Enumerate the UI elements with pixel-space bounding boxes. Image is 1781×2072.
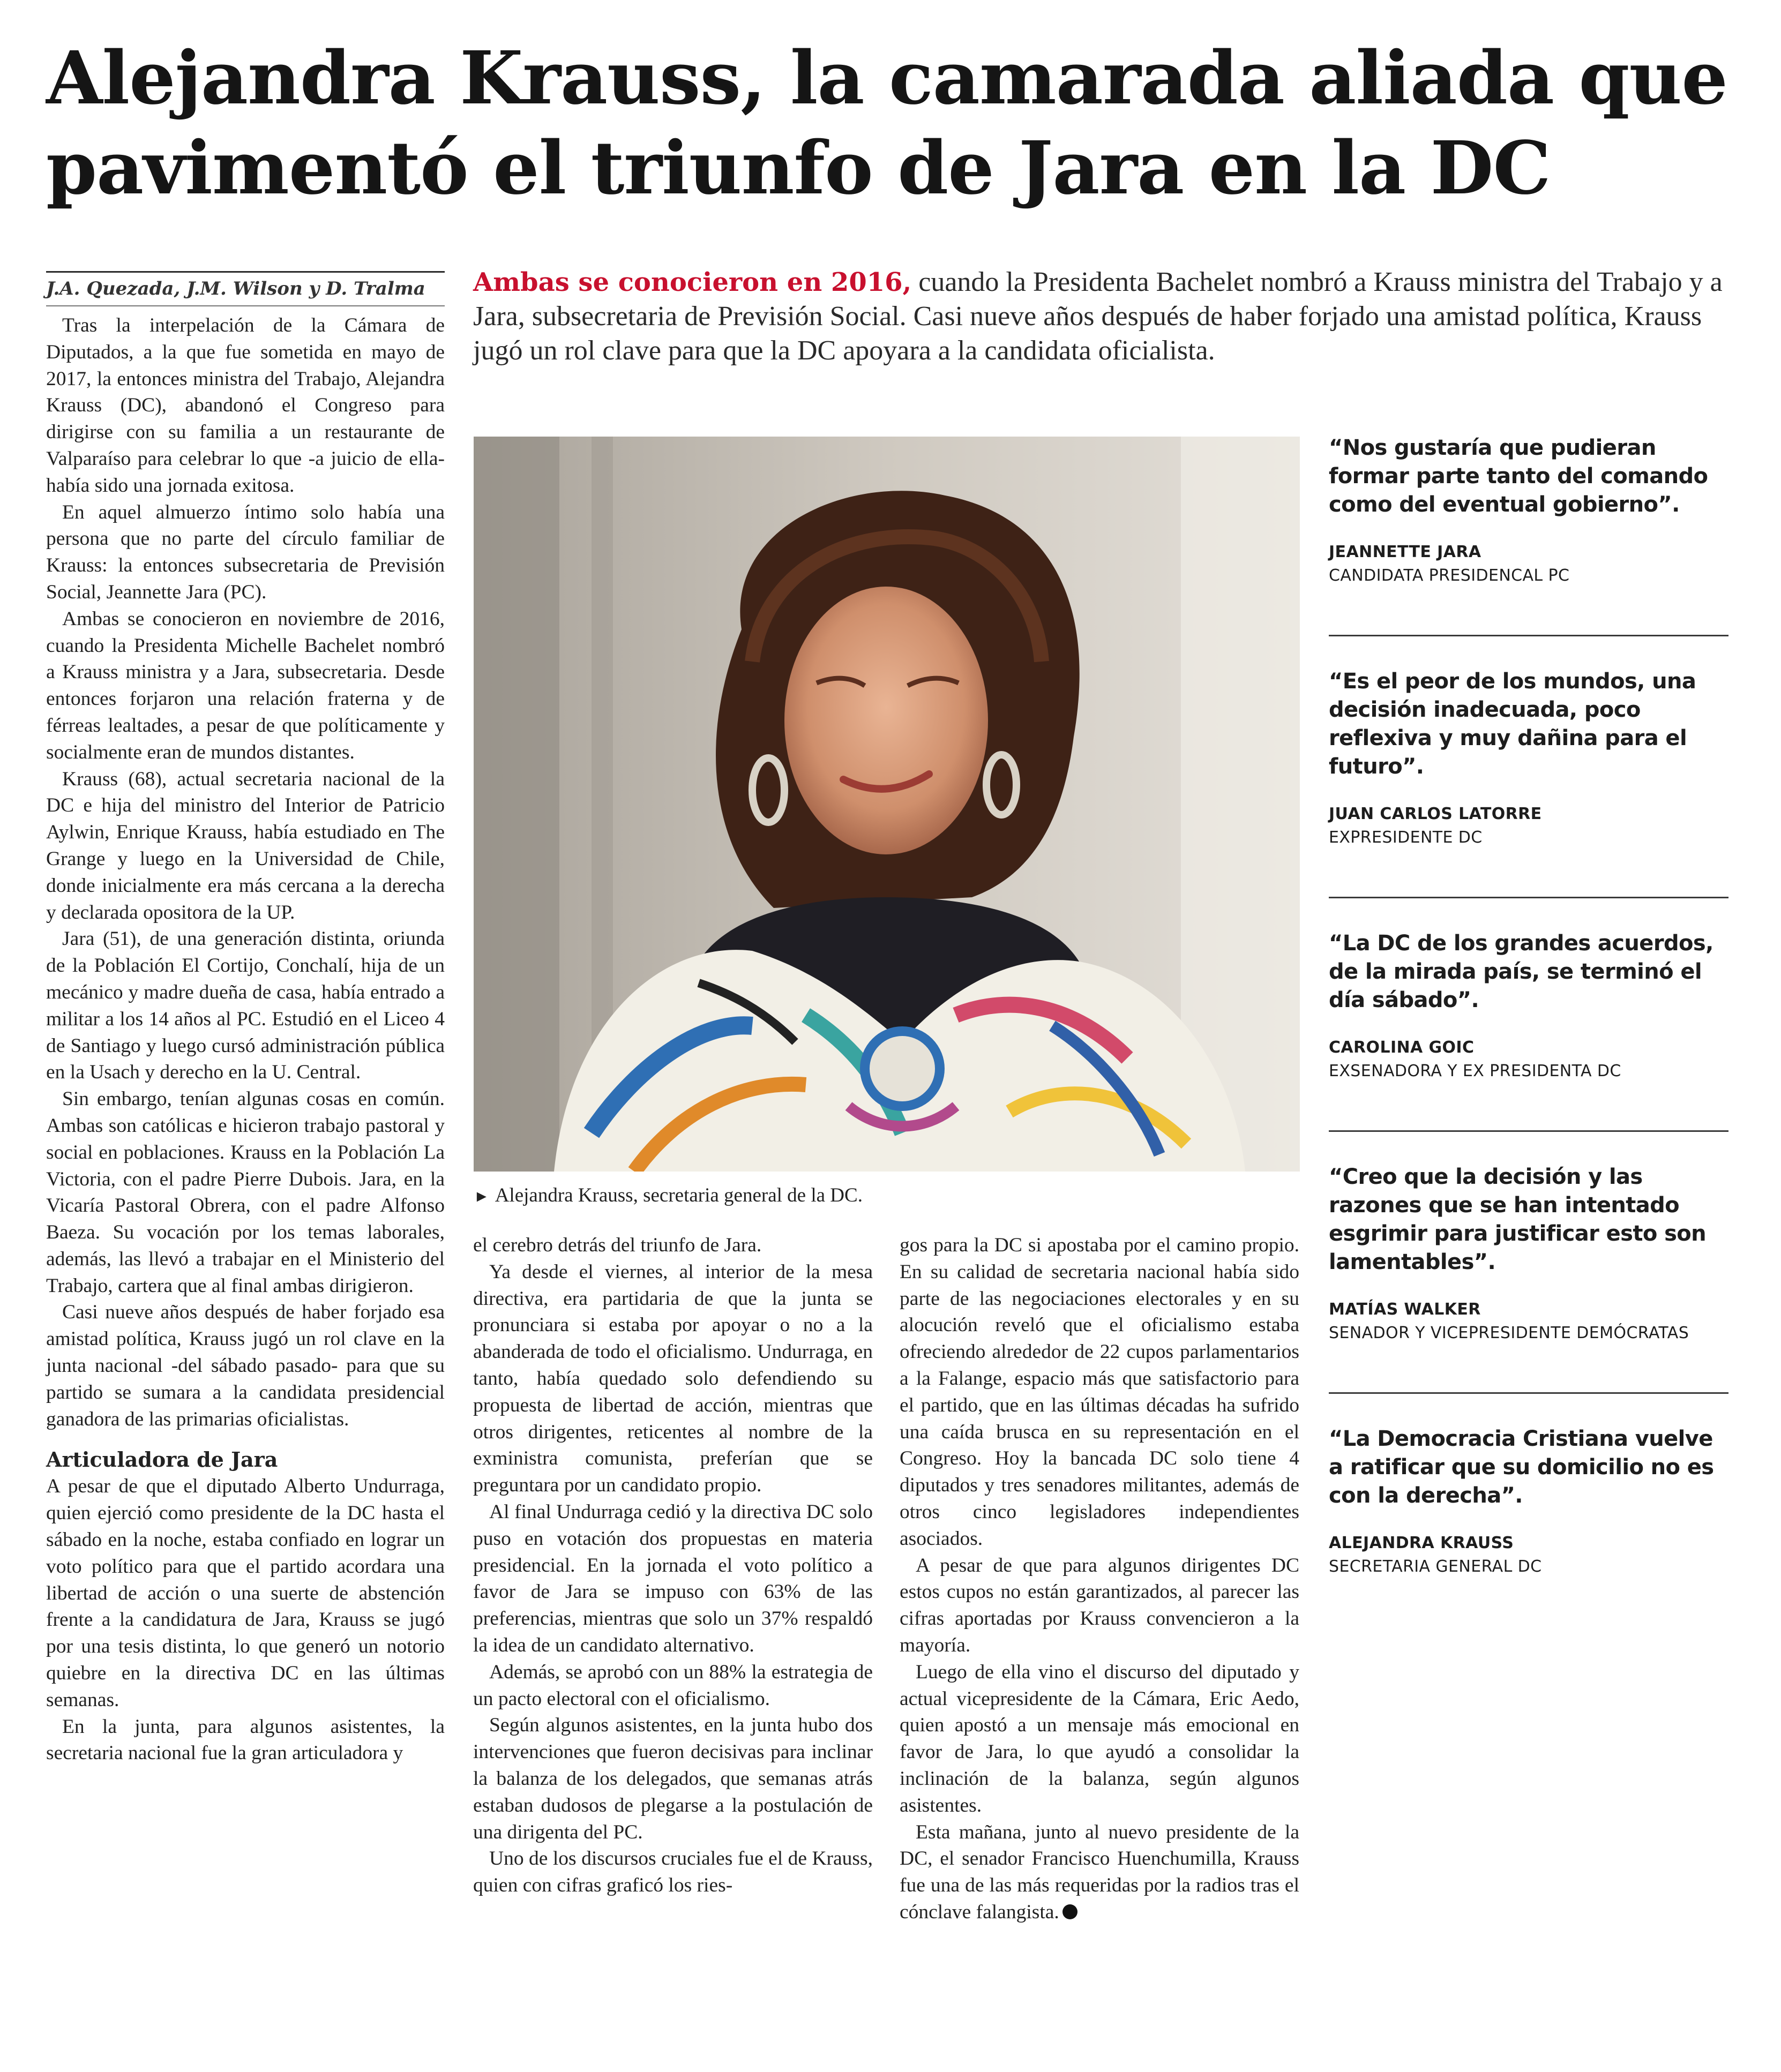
paragraph: [900, 1819, 1299, 1926]
headline: Alejandra Krauss, la camarada aliada que pavimentó el triunfo de Jara en la DC: [46, 35, 1727, 211]
paragraph: Luego de ella vino el discurso del diputado y actual vicepresidente de la Cámara, Eric Aedo, quien apostó a un mensaje más emocional en favor de Jara, lo que ayudó a consolidar la inclinación de la balanza, según algunos asistentes.: [900, 1661, 1299, 1816]
paragraph: Tras la interpelación de la Cámara de Diputados, a la que fue sometida en mayo de 2017, la entonces ministra del Trabajo, Alejandra Krauss (DC), abandonó el Congreso para dirigirse con su familia a un restaurante de Valparaíso para celebrar lo que -a juicio de ella- había sido una jornada exitosa.: [46, 314, 445, 497]
paragraph: Según algunos asistentes, en la junta hubo dos intervenciones que fueron decisivas para inclinar la balanza de los delegados, que semanas atrás estaban dudosos de plegarse a la postulación de una dirigenta del PC.: [473, 1714, 873, 1843]
paragraph: Sin embargo, tenían algunas cosas en común. Ambas son católicas e hicieron trabajo pastoral y social en poblaciones. Krauss en la Población La Victoria, con el padre Pierre Dubois. Jara, en la Vicaría Pastoral Obrera, con el padre Alfonso Baeza. Su vocación por los temas laborales, además, las llevó a trabajar en el Ministerio del Trabajo, cartera que al final ambas dirigieron.: [46, 1088, 445, 1297]
caption-triangle-icon: ►: [474, 1188, 490, 1205]
quote-block: [1329, 434, 1731, 588]
quote-text: “La DC de los grandes acuerdos, de la mirada país, se terminó el día sábado”.: [1329, 931, 1713, 1012]
quote-author-role: SECRETARIA GENERAL DC: [1329, 1557, 1542, 1576]
lead-paragraph: [473, 265, 1738, 368]
byline: J.A. Quezada, J.M. Wilson y D. Tralma: [46, 278, 425, 299]
paragraph: Ambas se conocieron en noviembre de 2016, cuando la Presidenta Michelle Bachelet nombró a Krauss ministra y a Jara, subsecretaria. Desde entonces forjaron una relación fraterna y de férreas lealtades, a pesar de que políticamente y socialmente eran de mundos distantes.: [46, 607, 445, 763]
quote-author: JUAN CARLOS LATORRE: [1329, 805, 1542, 823]
quote-text: “Nos gustaría que pudieran formar parte tanto del comando como del eventual gobierno”.: [1329, 436, 1708, 517]
section-subheading: Articuladora de Jara: [46, 1447, 278, 1472]
paragraph: gos para la DC si apostaba por el camino propio. En su calidad de secretaria nacional había sido parte de las negociaciones electorales y en su alocución reveló que el oficialismo estaba ofreciendo alrededor de 22 cupos parlamentarios a la Falange, espacio más que satisfactorio para el partido, que en las últimas décadas ha sufrido una caída brusca en su representación en el Congreso. Hoy la bancada DC solo tiene 4 diputados y tres senadores militantes, además de otros cinco legisladores independientes asociados.: [900, 1234, 1299, 1550]
article-column-1: [46, 312, 445, 1767]
quote-block: [1329, 1163, 1731, 1345]
paragraph: Casi nueve años después de haber forjado esa amistad política, Krauss jugó un rol clave en la junta nacional -del sábado pasado- para que su partido se sumara a la candidata presidencial ganadora de las primarias oficialistas.: [46, 1301, 445, 1430]
quotes-sidebar: [1329, 434, 1731, 1579]
paragraph: A pesar de que para algunos dirigentes DC estos cupos no están garantizados, al parecer las cifras aportadas por Krauss convencieron a la mayoría.: [900, 1554, 1299, 1656]
quote-block: [1329, 1425, 1731, 1579]
quote-author: JEANNETTE JARA: [1329, 543, 1481, 561]
lead-text: cuando la Presidenta Bachelet nombró a Krauss ministra del Trabajo y a Jara, subsecretaria de Previsión Social. Casi nueve años después de haber forjado una amistad política, Krauss jugó un rol clave para que la DC apoyara a la candidata oficialista.: [473, 267, 1723, 366]
paragraph: el cerebro detrás del triunfo de Jara.: [473, 1234, 762, 1256]
paragraph: Además, se aprobó con un 88% la estrategia de un pacto electoral con el oficialismo.: [473, 1661, 873, 1710]
photo-caption: [474, 1182, 1300, 1210]
caption-text: Alejandra Krauss, secretaria general de la DC.: [495, 1184, 863, 1206]
quote-text: “Creo que la decisión y las razones que se han intentado esgrimir para justificar esto son lamentables”.: [1329, 1165, 1707, 1274]
paragraph: Jara (51), de una generación distinta, oriunda de la Población El Cortijo, Conchalí, hija de un mecánico y madre dueña de casa, había entrado a militar a los 14 años al PC. Estudió en el Liceo 4 de Santiago y luego cursó administración pública en la Usach y derecho en la U. Central.: [46, 928, 445, 1084]
paragraph: Krauss (68), actual secretaria nacional de la DC e hija del ministro del Interior de Patricio Aylwin, Enrique Krauss, había estudiado en The Grange y luego en la Universidad de Chile, donde inicialmente era más cercana a la derecha y declarada opositora de la UP.: [46, 768, 445, 924]
quote-divider: [1329, 635, 1728, 636]
quote-author: ALEJANDRA KRAUSS: [1329, 1534, 1514, 1552]
paragraph: Ya desde el viernes, al interior de la mesa directiva, era partidaria de que la junta se pronunciara si estaba por apoyar o no a la abanderada de todo el oficialismo. Undurraga, en tanto, había quedado solo defendiendo su propuesta de libertad de acción, mientras que otros dirigentes, reticentes al nombre de la exministra comunista, preferían que se preguntara por un candidato propio.: [473, 1260, 873, 1497]
quote-author: CAROLINA GOIC: [1329, 1038, 1475, 1057]
paragraph: En aquel almuerzo íntimo solo había una persona que no parte del círculo familiar de Krauss: la entonces subsecretaria de Previsión Social, Jeannette Jara (PC).: [46, 501, 445, 603]
quote-block: [1329, 929, 1731, 1083]
byline-top-rule: [46, 271, 445, 273]
quote-text: “Es el peor de los mundos, una decisión inadecuada, poco reflexiva y muy dañina para el futuro”.: [1329, 669, 1696, 779]
quote-author: MATÍAS WALKER: [1329, 1300, 1481, 1319]
quote-text: “La Democracia Cristiana vuelve a ratificar que su domicilio no es con la derecha”.: [1329, 1427, 1714, 1508]
photo-alejandra-krauss: [474, 437, 1300, 1172]
quote-author-role: EXPRESIDENTE DC: [1329, 828, 1483, 847]
quote-divider: [1329, 1130, 1728, 1132]
lead-highlight: Ambas se conocieron en 2016,: [473, 267, 912, 297]
paragraph: Al final Undurraga cedió y la directiva DC solo puso en votación dos propuestas en materia presidencial. En la jornada el voto político a favor de Jara se impuso con 63% de las preferencias, mientras que solo un 37% respaldó la idea de un candidato alternativo.: [473, 1500, 873, 1656]
article-column-3: [473, 1232, 873, 1899]
quote-divider: [1329, 1392, 1728, 1394]
quote-block: [1329, 667, 1731, 850]
paragraph: Uno de los discursos cruciales fue el de Krauss, quien con cifras graficó los ries-: [473, 1848, 873, 1897]
paragraph-text: Esta mañana, junto al nuevo presidente de la DC, el senador Francisco Huenchumilla, Krauss fue una de las más requeridas por la radios tras el cónclave falangista.: [900, 1821, 1299, 1923]
quote-divider: [1329, 897, 1728, 898]
quote-author-role: EXSENADORA Y EX PRESIDENTA DC: [1329, 1062, 1621, 1080]
quote-author-role: CANDIDATA PRESIDENCAL PC: [1329, 566, 1570, 585]
byline-bottom-rule: [46, 305, 445, 306]
quote-author-role: SENADOR Y VICEPRESIDENTE DEMÓCRATAS: [1329, 1324, 1689, 1342]
end-mark-icon: [1062, 1904, 1077, 1919]
article-column-4: [900, 1232, 1299, 1926]
paragraph: En la junta, para algunos asistentes, la secretaria nacional fue la gran articuladora y: [46, 1715, 445, 1765]
paragraph: A pesar de que el diputado Alberto Undurraga, quien ejerció como presidente de la DC hasta el sábado en la noche, estaba confiado en lograr un voto político para que el partido acordara una libertad de acción o una suerte de abstención frente a la candidatura de Jara, Krauss se jugó por una tesis distinta, lo que generó un notorio quiebre en la directiva DC en las últimas semanas.: [46, 1475, 445, 1711]
